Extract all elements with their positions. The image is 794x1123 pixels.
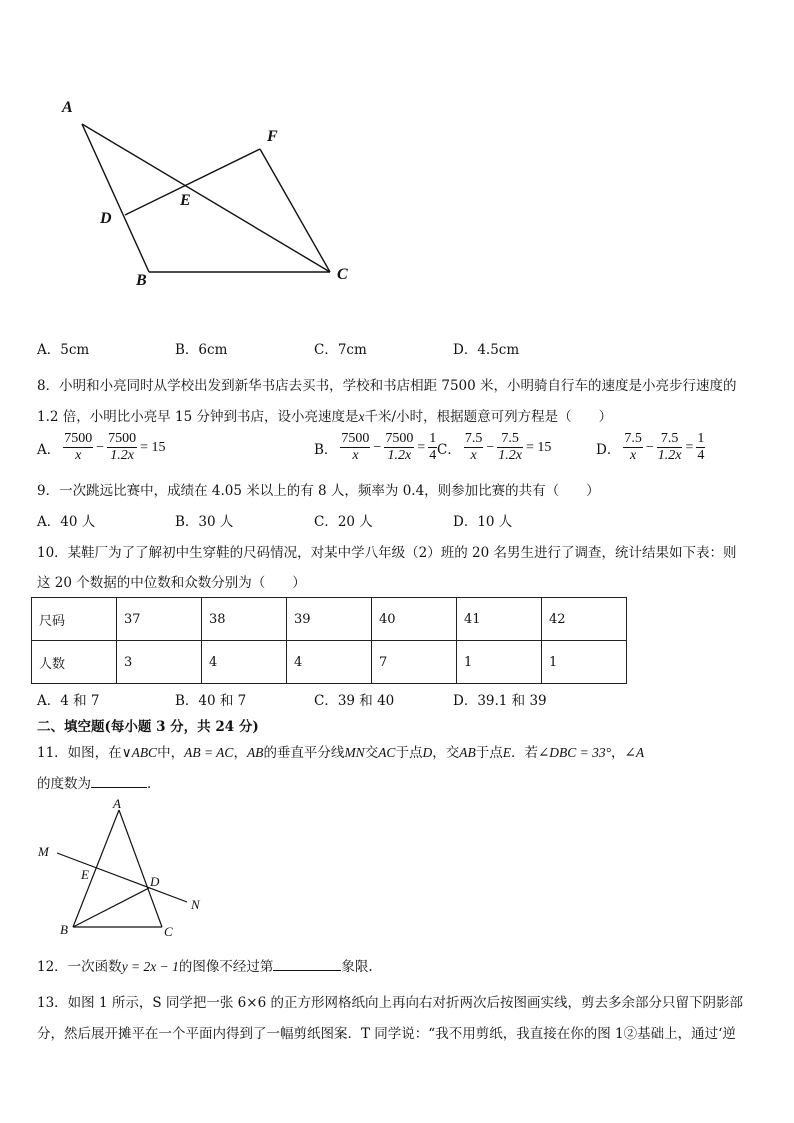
q13-line2: 分，然后展开摊平在一个平面内得到了一幅剪纸图案．T 同学说：“我不用剪纸，我直接在你的图 1②基础上，通过‘逆 (37, 1026, 736, 1042)
answer-blank[interactable] (273, 958, 341, 971)
q10-option-a: A．4 和 7 (37, 693, 100, 709)
table-cell: 41 (457, 598, 542, 641)
q10-line2: 这 20 个数据的中位数和众数分别为（ ） (37, 575, 306, 591)
q11-line2: 的度数为 ． (37, 776, 161, 792)
q10-option-d: D．39.1 和 39 (453, 693, 547, 709)
q10-line1: 10．某鞋厂为了了解初中生穿鞋的尺码情况，对某中学八年级（2）班的 20 名男生进行了调查，统计结果如下表：则 (37, 545, 737, 561)
table-cell: 尺码 (32, 598, 117, 641)
q8-option-a: A． $\frac{7500}{x}$ − $\frac{7500}{1.2x}$ = 15 (37, 431, 166, 463)
q12-text: 12．一次函数y = 2x − 1的图像不经过第 象限. (37, 959, 373, 975)
q7-option-d: D．4.5cm (453, 342, 520, 358)
section-heading: 二、填空题(每小题 3 分，共 24 分) (37, 719, 259, 735)
table-cell: 39 (287, 598, 372, 641)
figure-quadrilateral (0, 0, 420, 300)
label-d: D (150, 874, 160, 889)
label-e: E (81, 867, 89, 882)
label-e: E (180, 192, 191, 209)
table-cell: 3 (117, 641, 202, 684)
table-cell: 4 (287, 641, 372, 684)
label-a: A (62, 99, 73, 116)
q7-option-b: B．6cm (175, 342, 228, 358)
label-n: N (191, 897, 200, 912)
label-a: A (113, 796, 121, 811)
q13-line1: 13．如图 1 所示，S 同学把一张 6×6 的正方形网格纸向上再向右对折两次后按图画实线，剪去多余部分只留下阴影部 (37, 995, 743, 1011)
q7-option-a: A．5cm (37, 342, 90, 358)
q9-text: 9．一次跳远比赛中，成绩在 4.05 米以上的有 8 人，频率为 0.4，则参加比赛的共有（ ） (37, 483, 600, 499)
q10-option-b: B．40 和 7 (175, 693, 247, 709)
table-cell: 40 (372, 598, 457, 641)
table-cell: 7 (372, 641, 457, 684)
label-c: C (164, 924, 173, 939)
q9-option-d: D．10 人 (453, 514, 513, 530)
q9-option-c: C．20 人 (314, 514, 373, 530)
table-cell: 37 (117, 598, 202, 641)
table-cell: 1 (542, 641, 627, 684)
q11-line1: 11．如图，在∨ABC中，AB = AC，AB的垂直平分线MN交AC于点D，交AB于点E．若∠DBC = 33°，∠A (37, 745, 645, 761)
table-cell: 1 (457, 641, 542, 684)
figure-triangle (0, 790, 220, 950)
q9-option-a: A．40 人 (37, 514, 96, 530)
label-d: D (100, 210, 112, 227)
segment-fc (260, 149, 330, 272)
label-m: M (38, 844, 49, 859)
q9-option-b: B．30 人 (175, 514, 234, 530)
q10-option-c: C．39 和 40 (314, 693, 395, 709)
table-row (32, 641, 627, 684)
q8-line1: 8．小明和小亮同时从学校出发到新华书店去买书，学校和书店相距 7500 米，小明骑自行车的速度是小亮步行速度的 (37, 378, 737, 394)
q8-option-c: C． $\frac{7.5}{x}$ − $\frac{7.5}{1.2x}$ = 15 (437, 431, 552, 463)
label-b: B (60, 922, 68, 937)
segment-df (125, 149, 260, 215)
label-c: C (337, 266, 348, 283)
table-row (32, 598, 627, 641)
q8-option-d: D． $\frac{7.5}{x}$ − $\frac{7.5}{1.2x}$ = $\frac{1}{4}$ (596, 431, 705, 463)
q8-option-b: B． $\frac{7500}{x}$ − $\frac{7500}{1.2x}$ = $\frac{1}{4}$ (314, 431, 437, 463)
q7-option-c: C．7cm (314, 342, 367, 358)
label-b: B (136, 272, 147, 289)
shoe-size-table (31, 597, 627, 684)
table-cell: 42 (542, 598, 627, 641)
segment-ac (119, 810, 162, 927)
segment-ac (82, 124, 330, 272)
table-cell: 4 (202, 641, 287, 684)
label-f: F (267, 128, 278, 145)
answer-blank[interactable] (91, 775, 147, 788)
table-cell: 38 (202, 598, 287, 641)
segment-ab (82, 124, 149, 272)
q8-line2: 1.2 倍，小明比小亮早 15 分钟到书店，设小亮速度是x千米/小时，根据题意可列方程是（ ） (37, 409, 613, 425)
line-mn (57, 853, 187, 902)
table-cell: 人数 (32, 641, 117, 684)
segment-ab (73, 810, 119, 927)
segment-bd (73, 888, 149, 927)
